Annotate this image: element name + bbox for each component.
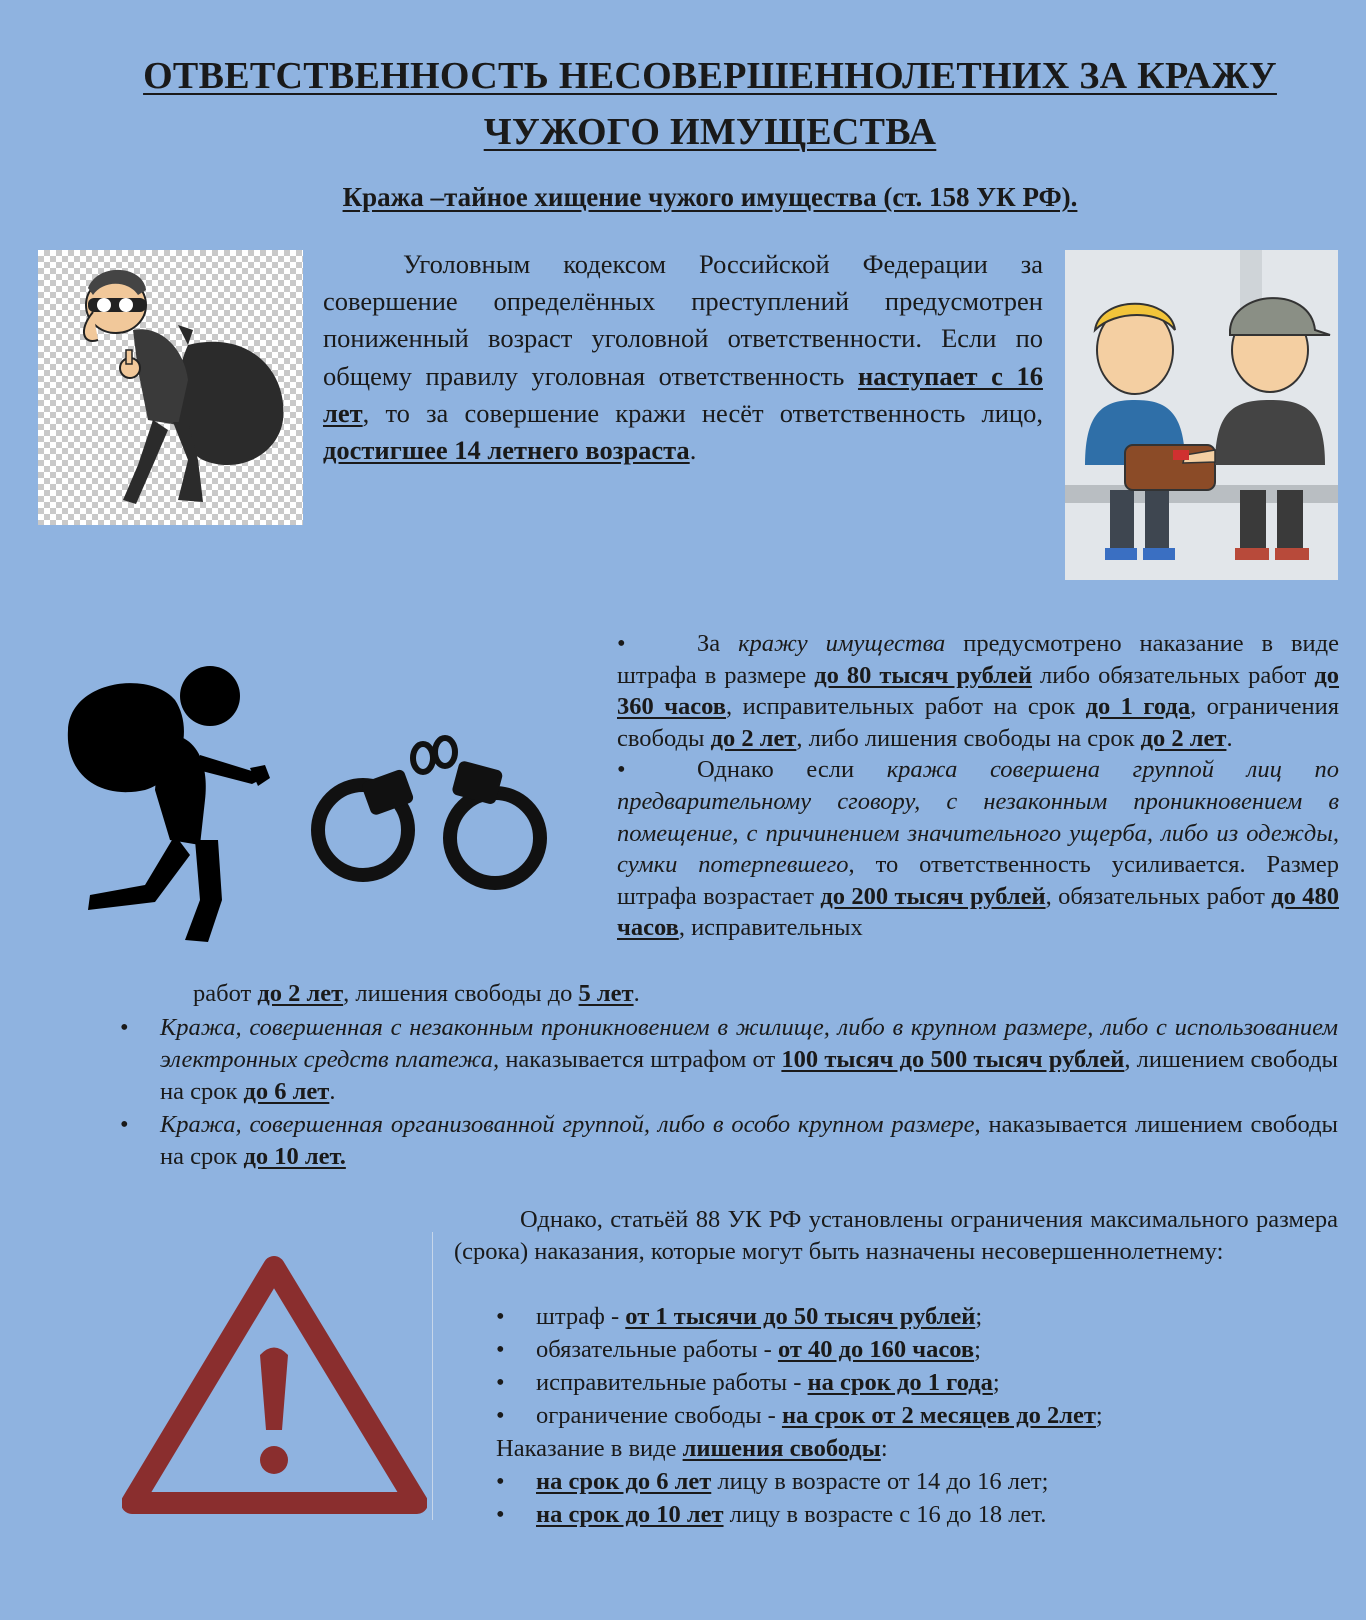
list-item [617,754,1339,944]
prison-heading [496,1432,1356,1465]
highlight: на срок до 1 года [807,1369,993,1396]
text: , ограничения свободы [617,693,1339,752]
text: За [697,630,739,657]
article-88-list [496,1300,1356,1531]
text: либо обязательных работ [1032,661,1315,689]
bullet-dot: • [496,1402,505,1429]
text: . [329,1078,336,1105]
text: , исправительных [678,914,863,942]
title-line-1: ОТВЕТСТВЕННОСТЬ НЕСОВЕРШЕННОЛЕТНИХ ЗА КРАЖУ [143,55,1277,97]
text: . [1226,724,1233,752]
handcuffs [305,730,555,895]
text-italic: Кража, совершенная организованной группой, либо в особо крупном размере [160,1111,975,1138]
bullet-dot: • [120,1014,129,1041]
text: Однако если [697,756,887,784]
highlight: на срок от 2 месяцев до 2лет [781,1402,1096,1429]
highlight: до 2 лет [1140,724,1227,752]
list-item [496,1333,1356,1366]
highlight: до 360 часов [617,661,1340,721]
highlight: 100 тысяч до 500 тысяч рублей [781,1046,1125,1073]
bullet-list-main [617,628,1339,944]
text: , исправительных работ на срок [726,693,1086,721]
highlight: лишения свободы [682,1435,881,1462]
text: лицу в возрасте от 14 до 16 лет; [711,1468,1049,1495]
intro-text-1: Уголовным кодексом Российской Федерации за совершение определённых преступлений предусмотрен пониженный возраст уголовной ответственности. Если по общему правилу уголовная ответственность [323,249,1043,391]
text: предусмотрено наказание в виде штрафа в размере [617,630,1339,689]
text: работ [193,980,258,1007]
list-item [496,1465,1356,1498]
text: ограничение свободы - [536,1402,782,1429]
bullet-dot: • [617,630,626,657]
intro-highlight-16: наступает с 16 лет [323,360,1043,428]
text: , лишения свободы до [343,980,579,1007]
text: , обязательных работ [1045,882,1272,910]
article-88-intro [454,1204,1338,1268]
bullet-continuation [193,978,640,1010]
text: ; [1095,1402,1103,1429]
text: обязательные работы - [536,1336,778,1363]
list-item [496,1366,1356,1399]
list-item [617,628,1339,754]
bullet-dot: • [496,1303,505,1330]
highlight: 5 лет [578,980,634,1007]
text-italic: кража совершена группой лиц по предварительному сговору, с незаконным проникновением в помещение, с причинением значительного ущерба, либо из одежды, сумки потерпевшего [617,756,1339,879]
text: исправительные работы - [536,1369,808,1396]
intro-highlight-14: достигшее 14 летнего возраста [323,435,690,466]
list-item [496,1498,1356,1531]
text: ; [974,1336,981,1363]
bullet-dot: • [496,1501,505,1528]
text: ; [975,1303,983,1330]
subtitle: Кража –тайное хищение чужого имущества (ст. 158 УК РФ). [342,182,1078,212]
list-item [496,1300,1356,1333]
highlight: от 1 тысячи до 50 тысяч рублей [625,1303,976,1330]
thief-cartoon [38,250,303,525]
highlight: на срок до 10 лет [536,1501,724,1528]
highlight: от 40 до 160 часов [777,1336,975,1363]
text: Однако, статьёй 88 УК РФ установлены ограничения максимального размера (срока) наказания, которые могут быть назначены несовершеннолетнему: [454,1206,1338,1265]
text: наказывается штрафом от [499,1046,782,1073]
warning-triangle-icon [122,1255,427,1520]
bullet-dot: • [120,1111,129,1138]
thief-cartoon-icon [38,250,303,525]
highlight: до 2 лет [257,980,344,1007]
text: : [880,1435,888,1462]
warning-triangle [122,1255,427,1520]
thief-silhouette-icon [60,660,275,945]
highlight: до 6 лет [243,1078,330,1105]
text-italic: кражу имущества [738,630,946,657]
list-item [496,1399,1356,1432]
text: , лишением свободы на срок [160,1046,1339,1105]
highlight: до 10 лет. [243,1143,346,1170]
handcuffs-icon [305,730,555,895]
highlight: на срок до 6 лет [536,1468,712,1495]
title-line-2: ЧУЖОГО ИМУЩЕСТВА [483,111,937,153]
text-italic: Кража, совершенная с незаконным проникновением в жилище, либо в крупном размере, либо с использованием электронных средств платежа, [160,1014,1338,1073]
intro-text-3: . [689,435,697,466]
bullet-dot: • [496,1336,505,1363]
text: , либо лишения свободы на срок [796,724,1141,752]
list-item [120,1012,1339,1108]
text: , наказывается лишением свободы на срок [160,1111,1338,1170]
highlight: до 1 года [1085,693,1191,721]
intro-paragraph [323,246,1043,469]
bullet-dot: • [617,756,626,784]
thief-silhouette [60,660,275,945]
pickpocket-icon [1065,250,1338,580]
divider-line [432,1232,433,1520]
intro-text-2: , то за совершение кражи несёт ответственность лицо, [362,397,1043,428]
highlight: до 480 часов [617,882,1339,942]
text: . [633,980,640,1007]
bullet-list-aggravated [120,1012,1339,1174]
highlight: до 2 лет [710,724,797,752]
text: лицу в возрасте с 16 до 18 лет. [723,1501,1047,1528]
pickpocket-cartoon [1065,250,1338,580]
highlight: до 80 тысяч рублей [814,661,1033,689]
text: Наказание в виде [496,1435,683,1462]
text: штраф - [536,1303,626,1330]
text: , то ответственность усиливается. Размер штрафа возрастает [617,851,1339,910]
text: ; [992,1369,1000,1396]
page-title [60,48,1360,160]
highlight: до 200 тысяч рублей [820,882,1046,910]
bullet-dot: • [496,1468,505,1495]
bullet-dot: • [496,1369,505,1396]
list-item [120,1109,1338,1173]
